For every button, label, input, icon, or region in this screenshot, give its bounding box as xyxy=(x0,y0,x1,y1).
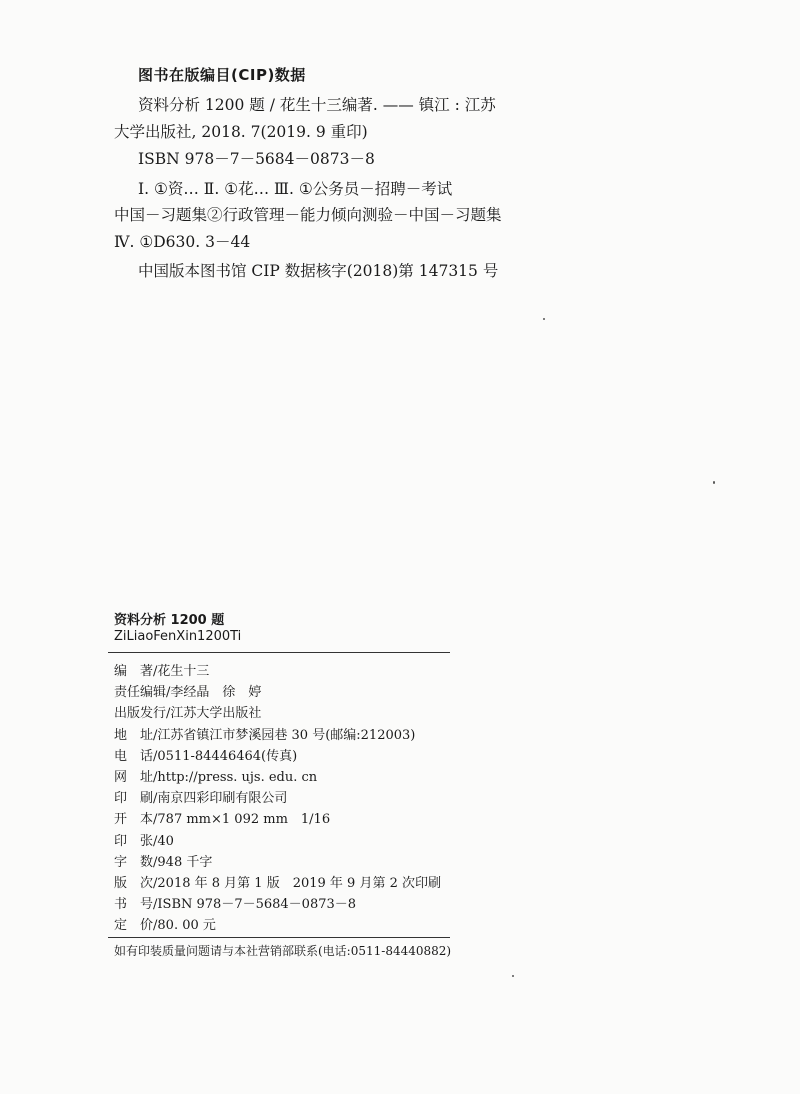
info-label: 出版发行 xyxy=(114,706,167,722)
cip-line: 中国－习题集②行政管理－能力倾向测验－中国－习题集 xyxy=(114,206,502,224)
info-value: 2018 年 8 月第 1 版 2019 年 9 月第 2 次印刷 xyxy=(157,875,441,891)
info-label: 责任编辑 xyxy=(114,685,167,701)
info-label: 开 本 xyxy=(114,812,154,828)
cip-line: ISBN 978－7－5684－0873－8 xyxy=(138,150,375,168)
info-label: 字 数 xyxy=(114,854,154,870)
cip-line: Ⅳ. ①D630. 3－44 xyxy=(114,233,251,251)
info-value: 0511-84446464(传真) xyxy=(157,748,298,764)
info-row: 定 价/80. 00 元 xyxy=(114,914,514,935)
cip-heading: 图书在版编目(CIP)数据 xyxy=(138,66,306,84)
divider xyxy=(108,652,450,653)
info-row: 出版发行/江苏大学出版社 xyxy=(114,702,514,723)
info-label: 定 价 xyxy=(114,918,154,934)
scan-speck xyxy=(543,318,545,320)
book-title: 资料分析 1200 题 xyxy=(114,613,225,628)
info-row: 编 著/花生十三 xyxy=(114,660,514,681)
info-value: 787 mm×1 092 mm 1/16 xyxy=(157,812,331,828)
info-value: 花生十三 xyxy=(157,664,210,679)
info-value: 40 xyxy=(157,833,174,849)
publication-info xyxy=(114,660,514,935)
cip-line: 中国版本图书馆 CIP 数据核字(2018)第 147315 号 xyxy=(138,262,499,280)
info-row: 印 张/40 xyxy=(114,830,514,851)
quality-contact-note: 如有印装质量问题请与本社营销部联系(电话:0511-84440882) xyxy=(114,944,452,958)
info-row: 版 次/2018 年 8 月第 1 版 2019 年 9 月第 2 次印刷 xyxy=(114,872,514,893)
info-row: 电 话/0511-84446464(传真) xyxy=(114,745,514,766)
info-row: 责任编辑/李经晶 徐 婷 xyxy=(114,681,514,702)
info-row: 书 号/ISBN 978－7－5684－0873－8 xyxy=(114,893,514,914)
cip-line: 大学出版社, 2018. 7(2019. 9 重印) xyxy=(114,123,368,141)
scan-speck xyxy=(512,975,514,977)
info-row: 地 址/江苏省镇江市梦溪园巷 30 号(邮编:212003) xyxy=(114,724,514,745)
info-value: 江苏省镇江市梦溪园巷 30 号(邮编:212003) xyxy=(157,727,416,743)
info-row: 网 址/http://press. ujs. edu. cn xyxy=(114,766,514,787)
info-label: 版 次 xyxy=(114,875,154,891)
divider xyxy=(108,937,450,938)
info-value: 948 千字 xyxy=(157,854,213,870)
info-label: 编 著 xyxy=(114,664,154,679)
info-label: 印 刷 xyxy=(114,791,154,807)
cip-line: 资料分析 1200 题 / 花生十三编著. —— 镇江 : 江苏 xyxy=(138,96,496,114)
scan-speck xyxy=(713,481,715,484)
info-row: 字 数/948 千字 xyxy=(114,851,514,872)
info-label: 电 话 xyxy=(114,748,154,764)
info-value: 80. 00 元 xyxy=(157,918,216,934)
info-label: 书 号 xyxy=(114,897,154,913)
cip-line: Ⅰ. ①资… Ⅱ. ①花… Ⅲ. ①公务员－招聘－考试 xyxy=(138,180,453,198)
info-label: 网 址 xyxy=(114,769,154,785)
info-label: 印 张 xyxy=(114,833,154,849)
info-value: ISBN 978－7－5684－0873－8 xyxy=(157,897,357,913)
info-value: 李经晶 徐 婷 xyxy=(170,685,262,701)
info-row: 印 刷/南京四彩印刷有限公司 xyxy=(114,787,514,808)
info-value: http://press. ujs. edu. cn xyxy=(157,769,318,785)
info-row: 开 本/787 mm×1 092 mm 1/16 xyxy=(114,808,514,829)
book-pinyin: ZiLiaoFenXin1200Ti xyxy=(114,629,242,644)
info-label: 地 址 xyxy=(114,727,154,743)
info-value: 南京四彩印刷有限公司 xyxy=(157,791,288,807)
info-value: 江苏大学出版社 xyxy=(170,706,262,722)
